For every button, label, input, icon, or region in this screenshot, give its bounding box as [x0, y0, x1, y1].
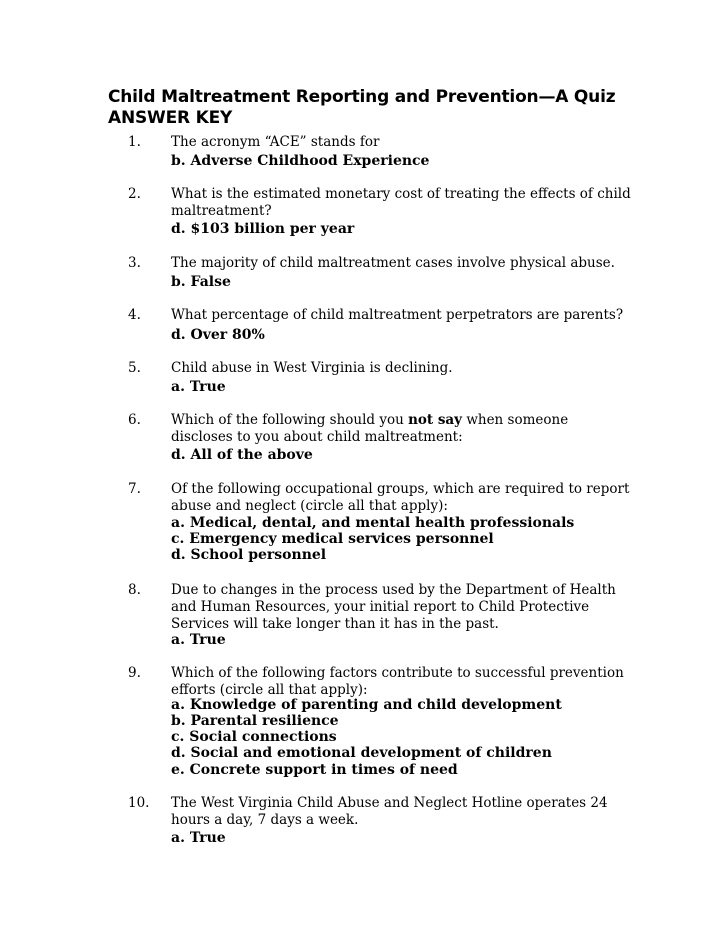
answer: a. True	[171, 379, 226, 395]
question-number: 9.	[128, 665, 141, 681]
question-text: The West Virginia Child Abuse and Neglect Hotline operates 24 hours a day, 7 days a week.	[171, 795, 608, 828]
answer: d. $103 billion per year	[171, 221, 355, 237]
answer: b. Adverse Childhood Experience	[171, 153, 430, 169]
question-text: The majority of child maltreatment cases involve physical abuse.	[171, 255, 615, 271]
answer: a. True	[171, 632, 226, 648]
question-text: Due to changes in the process used by the Department of Health and Human Resources, your initial report to Child Protective Services will take longer than it has in the past.	[171, 582, 616, 632]
answer: e. Concrete support in times of need	[171, 762, 458, 778]
question-text	[171, 412, 631, 446]
answer: b. Parental resilience	[171, 713, 339, 729]
document-title	[108, 87, 615, 129]
question-number: 6.	[128, 412, 141, 428]
answer: d. School personnel	[171, 547, 327, 563]
question-number: 5.	[128, 360, 141, 376]
question-text: What is the estimated monetary cost of treating the effects of child maltreatment?	[171, 186, 631, 219]
question-number: 1.	[128, 134, 141, 150]
question-text-pre: Which of the following should you	[171, 412, 409, 428]
question-text: Which of the following factors contribute to successful prevention efforts (circle all that apply):	[171, 665, 624, 698]
question-text-emphasis: not say	[408, 412, 463, 428]
question-number: 3.	[128, 255, 141, 271]
answer: a. Medical, dental, and mental health professionals	[171, 515, 575, 531]
question-number: 2.	[128, 186, 141, 202]
question-number: 8.	[128, 582, 141, 598]
question-text: Child abuse in West Virginia is declining.	[171, 360, 453, 376]
answer: a. Knowledge of parenting and child development	[171, 697, 562, 713]
question-number: 7.	[128, 481, 141, 497]
answer: d. Social and emotional development of children	[171, 745, 552, 761]
answer: d. All of the above	[171, 447, 313, 463]
question-number: 10.	[128, 795, 150, 811]
answer: a. True	[171, 830, 226, 846]
question-text: Of the following occupational groups, which are required to report abuse and neglect (circle all that apply):	[171, 481, 630, 514]
question-text: The acronym “ACE” stands for	[171, 134, 380, 150]
title-line-1: Child Maltreatment Reporting and Prevention—A Quiz	[108, 87, 616, 107]
question-text: What percentage of child maltreatment perpetrators are parents?	[171, 307, 624, 323]
answer: d. Over 80%	[171, 327, 265, 343]
answer: b. False	[171, 274, 231, 290]
title-line-2: ANSWER KEY	[108, 108, 233, 128]
answer: c. Social connections	[171, 729, 337, 745]
question-text-post: when someone discloses to you about child maltreatment:	[171, 412, 569, 445]
answer: c. Emergency medical services personnel	[171, 531, 494, 547]
question-number: 4.	[128, 307, 141, 323]
